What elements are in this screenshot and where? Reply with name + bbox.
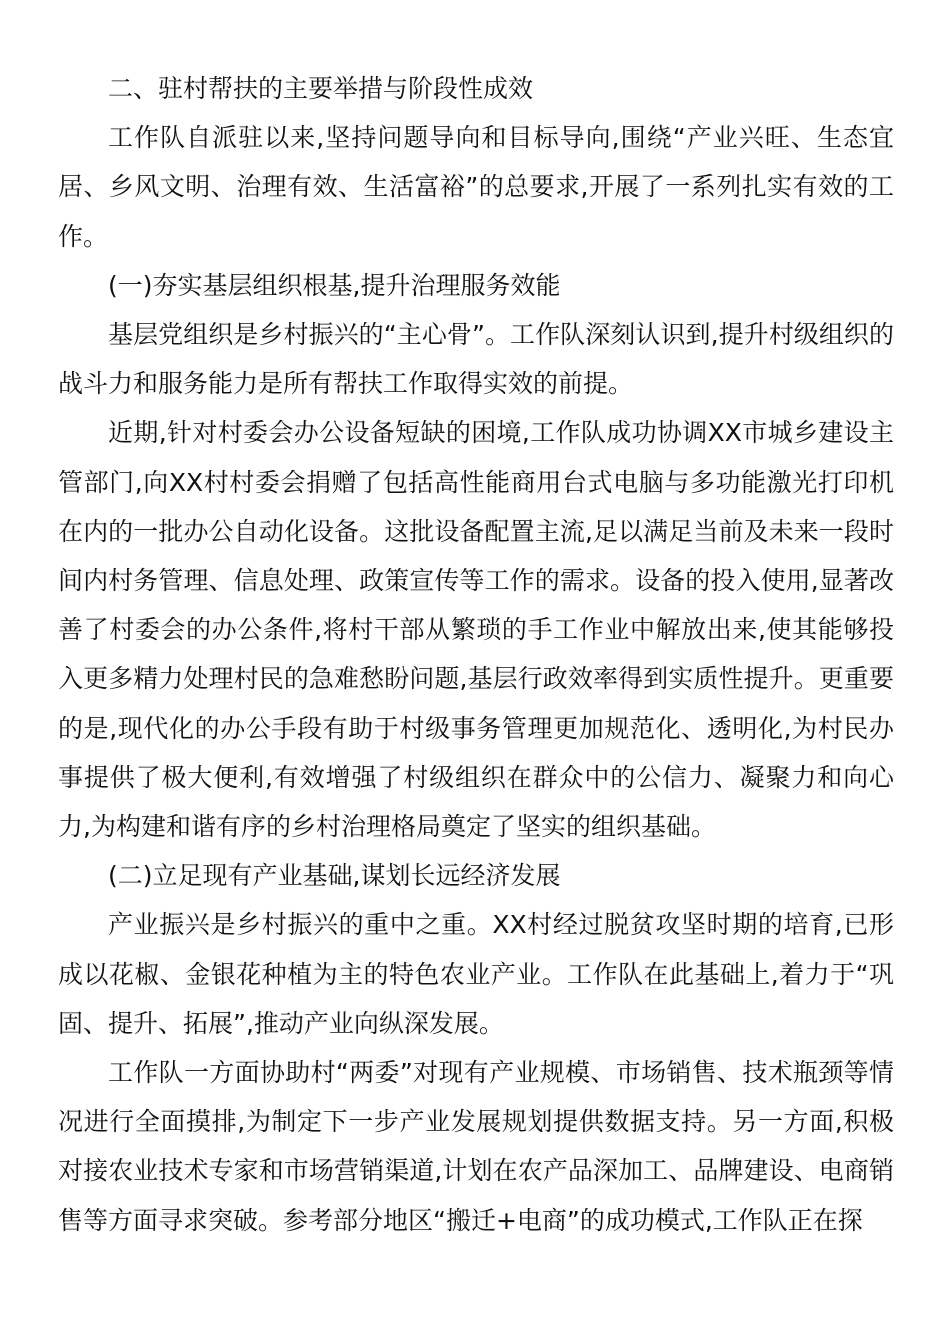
body-paragraph: 工作队自派驻以来,坚持问题导向和目标导向,围绕“产业兴旺、生态宜居、乡风文明、治理有效、生活富裕”的总要求,开展了一系列扎实有效的工作。 <box>58 123 894 251</box>
body-paragraph: 工作队一方面协助村“两委”对现有产业规模、市场销售、技术瓶颈等情况进行全面摸排,为制定下一步产业发展规划提供数据支持。另一方面,积极对接农业技术专家和市场营销渠道,计划在农产品深加工、品牌建设、电商销售等方面寻求突破。参考部分地区“搬迁+电商”的成功模式,工作队正在探 <box>58 1058 894 1235</box>
section-heading: 二、驻村帮扶的主要举措与阶段性成效 <box>108 74 534 103</box>
body-paragraph: 近期,针对村委会办公设备短缺的困境,工作队成功协调XX市城乡建设主管部门,向XX村村委会捐赠了包括高性能商用台式电脑与多功能激光打印机在内的一批办公自动化设备。这批设备配置主流,足以满足当前及未来一段时间内村务管理、信息处理、政策宣传等工作的需求。设备的投入使用,显著改善了村委会的办公条件,将村干部从繁琐的手工作业中解放出来,使其能够投入更多精力处理村民的急难愁盼问题,基层行政效率得到实质性提升。更重要的是,现代化的办公手段有助于村级事务管理更加规范化、透明化,为村民办事提供了极大便利,有效增强了村级组织在群众中的公信力、凝聚力和向心力,为构建和谐有序的乡村治理格局奠定了坚实的组织基础。 <box>58 418 894 842</box>
document-body <box>58 64 894 1245</box>
subsection-heading: (二)立足现有产业基础,谋划长远经济发展 <box>108 861 561 891</box>
body-paragraph: 基层党组织是乡村振兴的“主心骨”。工作队深刻认识到,提升村级组织的战斗力和服务能力是所有帮扶工作取得实效的前提。 <box>58 320 894 399</box>
body-paragraph: 产业振兴是乡村振兴的重中之重。XX村经过脱贫攻坚时期的培育,已形成以花椒、金银花种植为主的特色农业产业。工作队在此基础上,着力于“巩固、提升、拓展”,推动产业向纵深发展。 <box>58 910 894 1038</box>
subsection-heading: (一)夯实基层组织根基,提升治理服务效能 <box>108 270 561 300</box>
